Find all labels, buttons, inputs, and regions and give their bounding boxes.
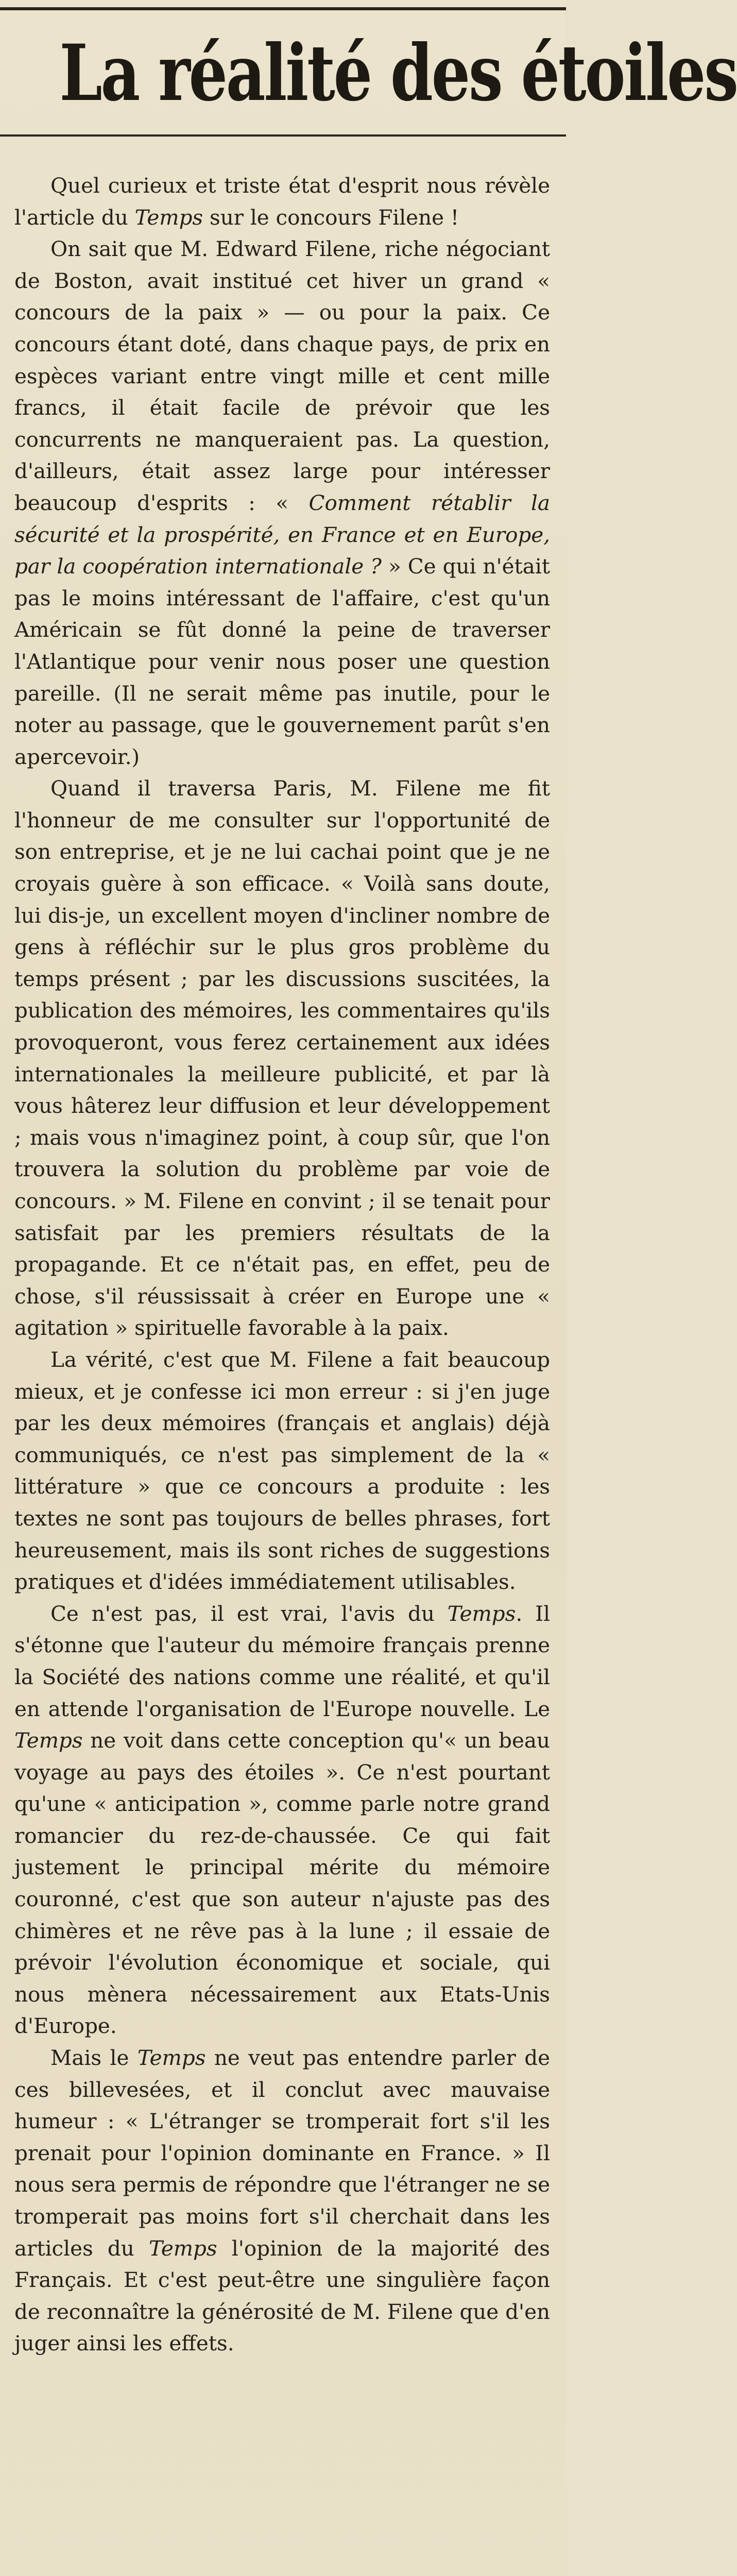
paragraph-1: [14, 170, 550, 233]
text-run: On sait que M. Edward Filene, riche négociant de Boston, avait institué cet hiver un grand « concours de la paix » — ou pour la paix. Ce concours étant doté, dans chaque pays, de prix en espèces variant entre vingt mille et cent mille francs, il était facile de prévoir que les concurrents ne manqueraient pas. La question, d'ailleurs, était assez large pour intéresser beaucoup d'esprits : «: [14, 236, 550, 515]
text-run: ne voit dans cette conception qu'« un beau voyage au pays des étoiles ». Ce n'est pourtant qu'une « anticipation », comme parle notre grand romancier du rez-de-chaussée. Ce qui fait justement le principal mérite du mémoire couronné, c'est que son auteur n'ajuste pas des chimères et ne rêve pas à la lune ; il essaie de prévoir l'évolution économique et sociale, qui nous mènera nécessairement aux Etats-Unis d'Europe.: [14, 1728, 550, 2039]
italic-run: Temps: [149, 2235, 217, 2261]
italic-run: Temps: [134, 205, 203, 230]
text-run: Mais le: [50, 2045, 138, 2071]
paragraph-4: [14, 1344, 550, 1598]
italic-run: Temps: [137, 2045, 206, 2071]
text-run: Quel curieux et triste état d'esprit nous révèle l'article du: [14, 173, 550, 230]
italic-run: Temps: [447, 1601, 516, 1626]
text-run: ne veut pas entendre parler de ces billevesées, et il conclut avec mauvaise humeur : « L'étranger se tromperait fort s'il les prenait pour l'opinion dominante en France. » Il nous sera permis de répondre que l'étranger ne se tromperait pas moins fort s'il cherchait dans les articles du: [14, 2045, 550, 2261]
text-run: . Il s'étonne que l'auteur du mémoire français prenne la Société des nations comme une réalité, et qu'il en attende l'organisation de l'Europe nouvelle. Le: [14, 1601, 550, 1721]
text-run: sur le concours Filene !: [203, 205, 459, 230]
italic-run: Temps: [14, 1728, 83, 1753]
paragraph-3: [14, 773, 550, 1344]
paragraph-5: [14, 1598, 550, 2042]
text-run: l'opinion de la majorité des Français. Et c'est peut-être une singulière façon de reconnaître la générosité de M. Filene que d'en juger ainsi les effets.: [14, 2235, 550, 2356]
italic-run: Comment rétablir la sécurité et la prospérité, en France et en Europe, par la coopération internationale ?: [14, 490, 551, 579]
article-body: [14, 170, 550, 2360]
headline: La réalité des étoiles: [59, 28, 737, 118]
text-run: Ce n'est pas, il est vrai, l'avis du: [50, 1601, 448, 1626]
text-run: La vérité, c'est que M. Filene a fait beaucoup mieux, et je confesse ici mon erreur : si j'en juge par les deux mémoires (français et anglais) déjà communiqués, ce n'est pas simplement de la « littérature » que ce concours a produite : les textes ne sont pas toujours de belles phrases, fort heureusement, mais ils sont riches de suggestions pratiques et d'idées immédiatement utilisables.: [14, 1347, 550, 1595]
top-rule: [0, 7, 566, 10]
headline-rule: [0, 134, 566, 137]
paragraph-2: [14, 233, 550, 773]
paragraph-6: [14, 2042, 550, 2360]
text-run: Quand il traversa Paris, M. Filene me fit l'honneur de me consulter sur l'opportunité de son entreprise, et je ne lui cachai point que je ne croyais guère à son efficace. « Voilà sans doute, lui dis-je, un excellent moyen d'incliner nombre de gens à réfléchir sur le plus gros problème du temps présent ; par les discussions suscitées, la publication des mémoires, les commentaires qu'ils provoqueront, vous ferez certainement aux idées internationales la meilleure publicité, et par là vous hâterez leur diffusion et leur développement ; mais vous n'imaginez point, à coup sûr, que l'on trouvera la solution du problème par voie de concours. » M. Filene en convint ; il se tenait pour satisfait par les premiers résultats de la propagande. Et ce n'était pas, en effet, peu de chose, s'il réussissait à créer en Europe une « agitation » spirituelle favorable à la paix.: [14, 776, 550, 1341]
text-run: » Ce qui n'était pas le moins intéressant de l'affaire, c'est qu'un Américain se fût donné la peine de traverser l'Atlantique pour venir nous poser une question pareille. (Il ne serait même pas inutile, pour le noter au passage, que le gouvernement parût s'en apercevoir.): [14, 554, 550, 769]
